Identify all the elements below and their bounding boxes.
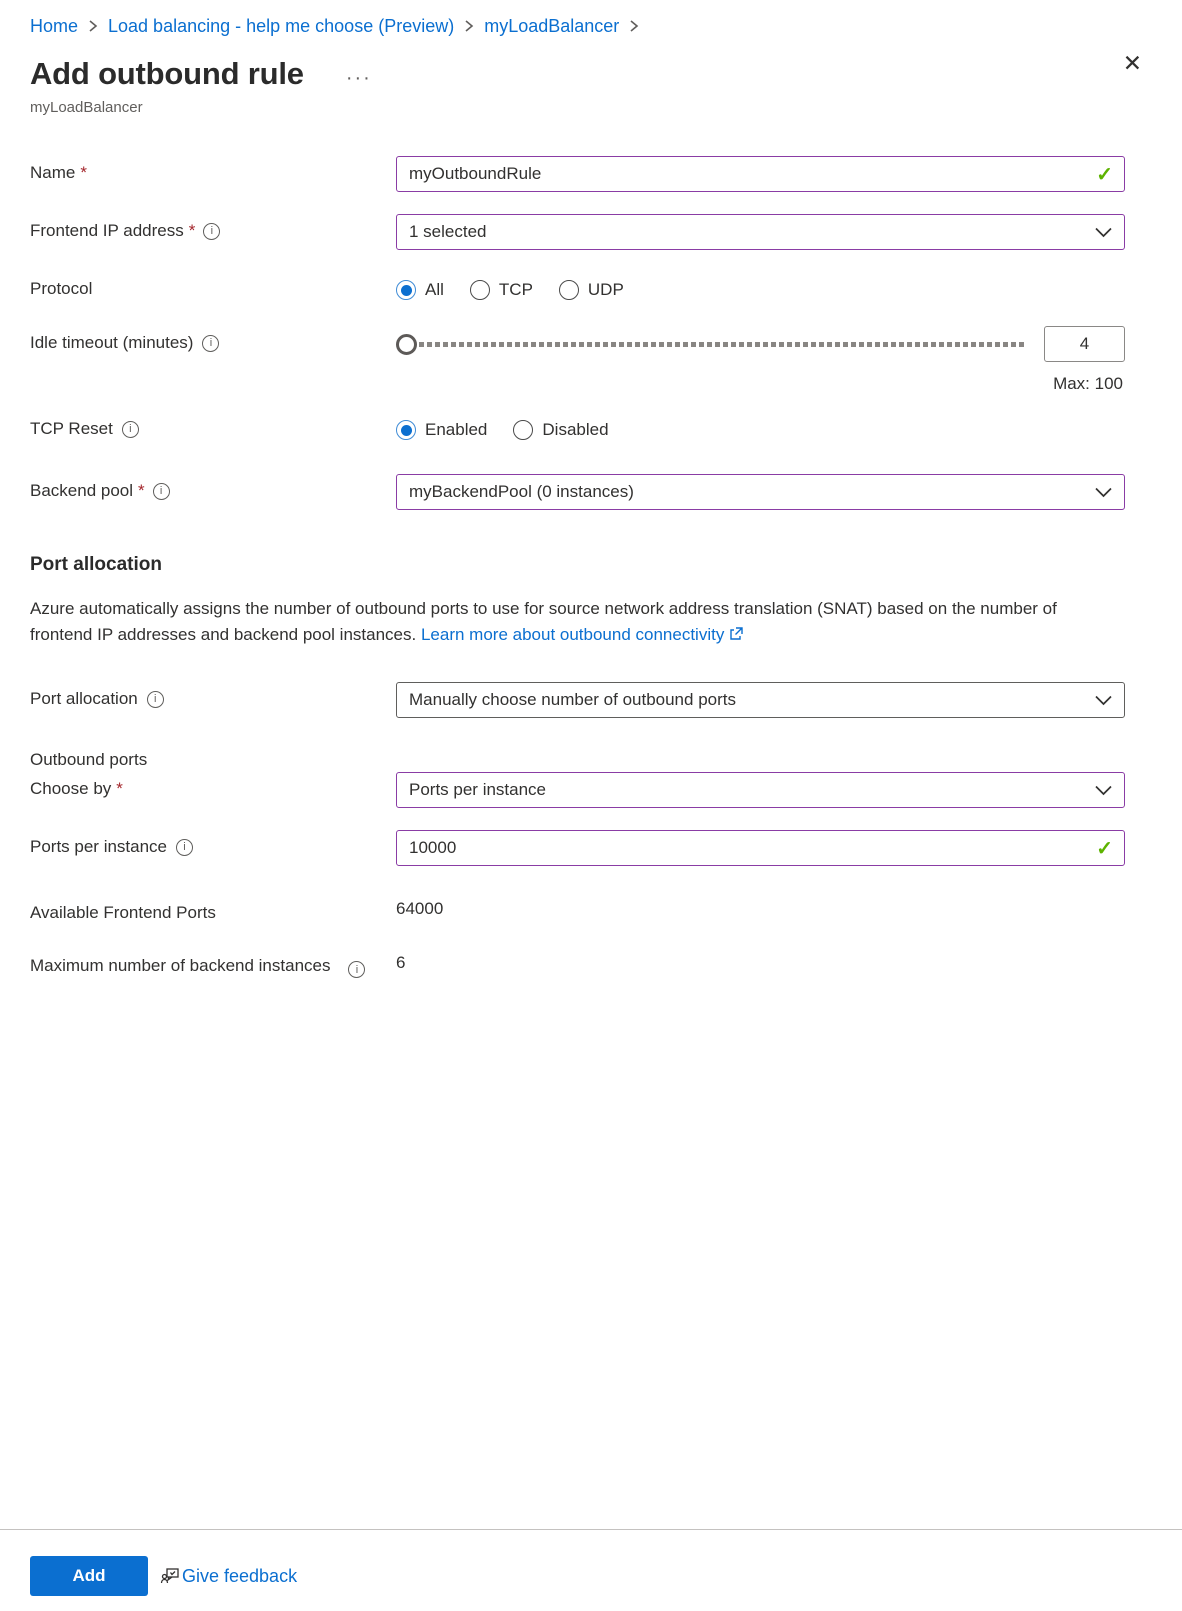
port-allocation-value: Manually choose number of outbound ports: [409, 690, 736, 709]
external-link-icon: [729, 627, 743, 641]
ports-per-instance-input[interactable]: [396, 830, 1125, 866]
give-feedback-label: Give feedback: [182, 1565, 298, 1586]
close-icon[interactable]: ✕: [1122, 50, 1142, 76]
outbound-ports-label: Outbound ports: [30, 750, 148, 769]
info-icon[interactable]: i: [203, 223, 220, 240]
port-allocation-row: [30, 682, 1152, 718]
radio-icon: [396, 420, 416, 440]
frontend-ip-dropdown[interactable]: [396, 214, 1125, 250]
idle-timeout-slider[interactable]: [396, 326, 1026, 362]
port-allocation-description-text: Azure automatically assigns the number of outbound ports to use for source network address translation (SNAT) based on the number of frontend IP addresses and backend pool instances.: [30, 599, 1057, 644]
required-marker: *: [116, 779, 123, 798]
page-subtitle: myLoadBalancer: [30, 99, 143, 116]
info-icon[interactable]: i: [153, 483, 170, 500]
feedback-icon: [160, 1566, 180, 1586]
ports-per-instance-row: [30, 830, 1152, 866]
tcp-reset-radio-disabled[interactable]: [513, 420, 608, 440]
tcp-reset-row: [30, 412, 1152, 448]
breadcrumb: [30, 14, 1152, 38]
ports-per-instance-label-text: Ports per instance: [30, 837, 168, 856]
backend-pool-label-text: Backend pool: [30, 481, 134, 500]
max-backend-instances-label-text: Maximum number of backend instances: [30, 955, 331, 975]
tcp-reset-option-label: Enabled: [425, 420, 488, 439]
name-label-text: Name: [30, 163, 76, 182]
backend-pool-dropdown[interactable]: [396, 474, 1125, 510]
radio-icon: [513, 420, 533, 440]
protocol-row: [30, 272, 1152, 308]
chevron-right-icon: [629, 19, 639, 33]
choose-by-value: Ports per instance: [409, 780, 547, 799]
tcp-reset-label: [30, 412, 396, 439]
radio-icon: [470, 280, 490, 300]
info-icon[interactable]: i: [122, 421, 139, 438]
max-backend-instances-label: [30, 953, 396, 978]
required-marker: *: [188, 221, 196, 240]
frontend-ip-label-text: Frontend IP address: [30, 221, 184, 240]
required-marker: *: [138, 481, 145, 500]
footer: [30, 1556, 297, 1596]
tcp-reset-radio-enabled[interactable]: [396, 420, 487, 440]
breadcrumb-home[interactable]: Home: [30, 16, 79, 36]
info-icon[interactable]: i: [202, 335, 219, 352]
port-allocation-description: [30, 596, 1075, 648]
ports-per-instance-label: [30, 830, 396, 857]
protocol-radio-udp[interactable]: [559, 280, 624, 300]
choose-by-row: [30, 772, 1152, 808]
name-row: [30, 156, 1152, 192]
breadcrumb-myloadbalancer[interactable]: myLoadBalancer: [484, 16, 620, 36]
required-marker: *: [80, 163, 87, 182]
choose-by-label: [30, 772, 396, 799]
frontend-ip-label: [30, 214, 396, 241]
protocol-label-text: Protocol: [30, 279, 93, 298]
protocol-label: [30, 272, 396, 299]
breadcrumb-load-balancing[interactable]: Load balancing - help me choose (Preview): [108, 16, 455, 36]
tcp-reset-label-text: TCP Reset: [30, 419, 113, 438]
name-input[interactable]: [396, 156, 1125, 192]
info-icon[interactable]: i: [147, 691, 164, 708]
idle-timeout-max-label: Max: 100: [1053, 374, 1123, 393]
tcp-reset-option-label: Disabled: [542, 420, 609, 439]
learn-more-link[interactable]: Learn more about outbound connectivity: [420, 625, 725, 644]
available-frontend-ports-label: [30, 896, 396, 923]
protocol-option-label: UDP: [587, 280, 624, 299]
backend-pool-label: [30, 474, 396, 501]
give-feedback-link[interactable]: [160, 1566, 297, 1587]
chevron-down-icon: [1095, 227, 1112, 238]
page-title: Add outbound rule: [30, 56, 304, 91]
port-allocation-label: [30, 682, 396, 709]
available-frontend-ports-row: [30, 896, 1152, 923]
available-frontend-ports-value: 64000: [396, 899, 444, 918]
port-allocation-label-text: Port allocation: [30, 689, 138, 708]
port-allocation-heading: Port allocation: [30, 554, 162, 575]
valid-check-icon: ✓: [1096, 838, 1113, 860]
info-icon[interactable]: i: [176, 839, 193, 856]
idle-timeout-label-text: Idle timeout (minutes): [30, 333, 194, 352]
chevron-down-icon: [1095, 695, 1112, 706]
chevron-right-icon: [88, 19, 98, 33]
frontend-ip-value: 1 selected: [409, 222, 487, 241]
add-button[interactable]: Add: [30, 1556, 148, 1596]
port-allocation-dropdown[interactable]: [396, 682, 1125, 718]
name-label: [30, 156, 396, 183]
more-options-icon[interactable]: ···: [345, 67, 372, 89]
panel-header: [30, 50, 1152, 116]
radio-icon: [559, 280, 579, 300]
available-frontend-ports-label-text: Available Frontend Ports: [30, 903, 216, 922]
choose-by-dropdown[interactable]: [396, 772, 1125, 808]
backend-pool-row: [30, 474, 1152, 510]
backend-pool-value: myBackendPool (0 instances): [409, 482, 634, 501]
max-backend-instances-value: 6: [396, 953, 406, 972]
protocol-radio-all[interactable]: [396, 280, 444, 300]
protocol-radio-group: [396, 272, 1125, 308]
footer-divider: [0, 1529, 1182, 1530]
slider-handle[interactable]: [396, 334, 417, 355]
chevron-right-icon: [464, 19, 474, 33]
radio-icon: [396, 280, 416, 300]
info-icon[interactable]: i: [348, 961, 365, 978]
chevron-down-icon: [1095, 785, 1112, 796]
protocol-option-label: All: [425, 280, 444, 299]
frontend-ip-row: [30, 214, 1152, 250]
protocol-option-label: TCP: [498, 280, 533, 299]
max-backend-instances-row: [30, 953, 1152, 978]
choose-by-label-text: Choose by: [30, 779, 112, 798]
slider-track[interactable]: [419, 342, 1026, 347]
tcp-reset-radio-group: [396, 412, 1125, 448]
protocol-radio-tcp[interactable]: [470, 280, 533, 300]
chevron-down-icon: [1095, 487, 1112, 498]
idle-timeout-label: [30, 326, 396, 353]
idle-timeout-row: [30, 326, 1152, 394]
valid-check-icon: ✓: [1096, 164, 1113, 186]
idle-timeout-input[interactable]: [1044, 326, 1125, 362]
